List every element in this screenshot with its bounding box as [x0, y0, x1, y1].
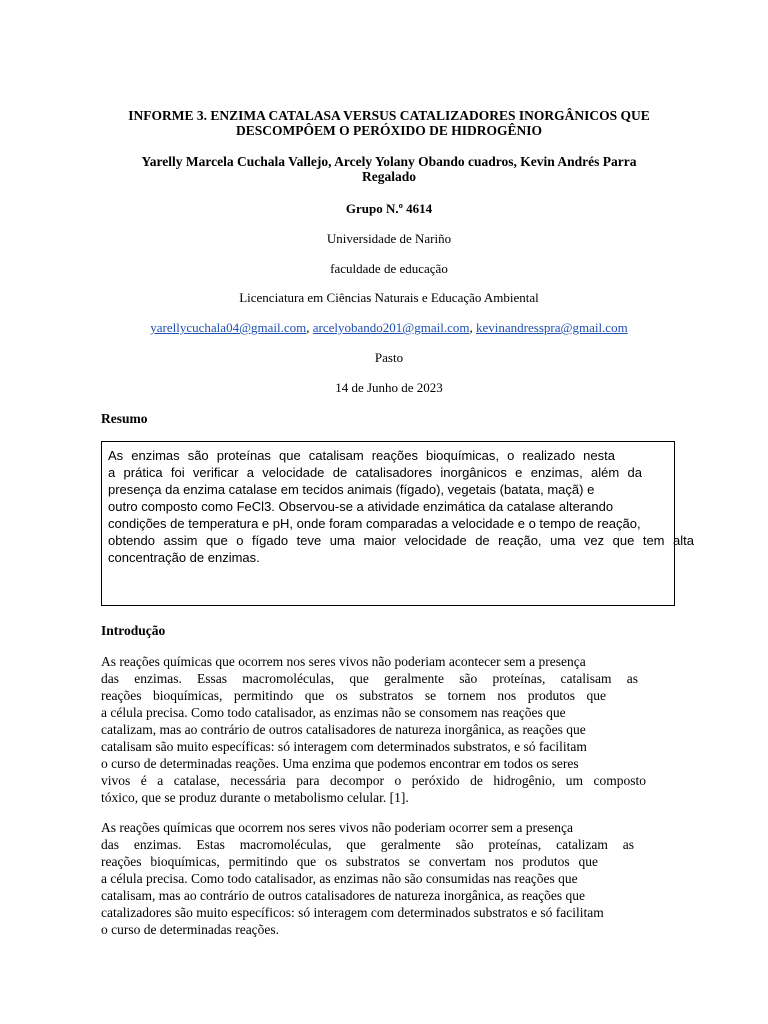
authors: [100, 154, 678, 184]
email-separator: ,: [306, 320, 313, 335]
abstract-line: condições de temperatura e pH, onde foram comparadas a velocidade e o tempo de reação,: [108, 516, 641, 531]
intro-p1-line: reações bioquímicas, permitindo que os substratos se tornem nos produtos que: [101, 688, 606, 703]
group-number: Grupo N.º 4614: [345, 201, 433, 216]
intro-p2-line: As reações químicas que ocorrem nos seres vivos não poderiam ocorrer sem a presença: [101, 820, 573, 835]
email-link-1[interactable]: yarellycuchala04@gmail.com: [150, 320, 307, 335]
abstract-line: a prática foi verificar a velocidade de catalisadores inorgânicos e enzimas, além da: [108, 465, 642, 480]
abstract-line: outro composto como FeCl3. Observou-se a atividade enzimática da catalase alterando: [108, 499, 614, 514]
email-separator: ,: [469, 320, 477, 335]
title-line-2: DESCOMPÔEM O PERÓXIDO DE HIDROGÊNIO: [235, 123, 543, 138]
authors-line-1: Yarelly Marcela Cuchala Vallejo, Arcely Yolany Obando cuadros, Kevin Andrés Parra: [141, 154, 637, 169]
intro-p1-line: tóxico, que se produz durante o metabolismo celular. [1].: [101, 790, 409, 805]
intro-p2-line: o curso de determinadas reações.: [101, 922, 280, 937]
author-emails: [100, 320, 678, 335]
abstract-line: concentração de enzimas.: [108, 550, 260, 565]
document-title: [100, 108, 678, 138]
date: 14 de Junho de 2023: [335, 380, 443, 395]
city: Pasto: [374, 350, 404, 365]
university: Universidade de Nariño: [326, 231, 452, 246]
intro-p1-line: As reações químicas que ocorrem nos seres vivos não poderiam acontecer sem a presença: [101, 654, 586, 669]
abstract-line: presença da enzima catalase em tecidos animais (fígado), vegetais (batata, maçã) e: [108, 482, 595, 497]
intro-p2-line: catalisam, mas ao contrário de outros catalisadores de natureza inorgânica, as reações que: [101, 888, 586, 903]
intro-p1-line: catalisam são muito específicas: só interagem com determinados substratos, e só facilitam: [101, 739, 587, 754]
abstract-line: As enzimas são proteínas que catalisam reações bioquímicas, o realizado nesta: [108, 448, 615, 463]
introduction-heading: Introdução: [101, 623, 166, 638]
intro-p2-line: das enzimas. Estas macromoléculas, que geralmente são proteínas, catalizam as: [101, 837, 634, 852]
intro-p2-line: a célula precisa. Como todo catalisador, as enzimas não são consumidas nas reações que: [101, 871, 578, 886]
intro-p2-line: catalizadores são muito específicos: só interagem com determinados substratos e só facilitam: [101, 905, 604, 920]
intro-p2-line: reações bioquímicas, permitindo que os substratos se convertam nos produtos que: [101, 854, 598, 869]
abstract-line: obtendo assim que o fígado teve uma maior velocidade de reação, uma vez que tem alta: [108, 533, 694, 548]
intro-p1-line: catalizam, mas ao contrário de outros catalisadores de natureza inorgânica, as reações que: [101, 722, 586, 737]
intro-p1-line: a célula precisa. Como todo catalisador, as enzimas não se consomem nas reações que: [101, 705, 566, 720]
faculty: faculdade de educação: [330, 261, 448, 276]
authors-line-2: Regalado: [362, 169, 416, 184]
email-link-2[interactable]: arcelyobando201@gmail.com: [312, 320, 470, 335]
intro-p1-line: vivos é a catalase, necessária para decompor o peróxido de hidrogênio, um composto: [101, 773, 646, 788]
intro-p1-line: das enzimas. Essas macromoléculas, que geralmente são proteínas, catalisam as: [101, 671, 638, 686]
title-line-1: INFORME 3. ENZIMA CATALASA VERSUS CATALIZADORES INORGÂNICOS QUE: [128, 108, 650, 123]
abstract-heading: Resumo: [101, 411, 148, 426]
intro-p1-line: o curso de determinadas reações. Uma enzima que podemos encontrar em todos os seres: [101, 756, 579, 771]
email-link-3[interactable]: kevinandresspra@gmail.com: [476, 320, 628, 335]
program: Licenciatura em Ciências Naturais e Educação Ambiental: [239, 290, 539, 305]
